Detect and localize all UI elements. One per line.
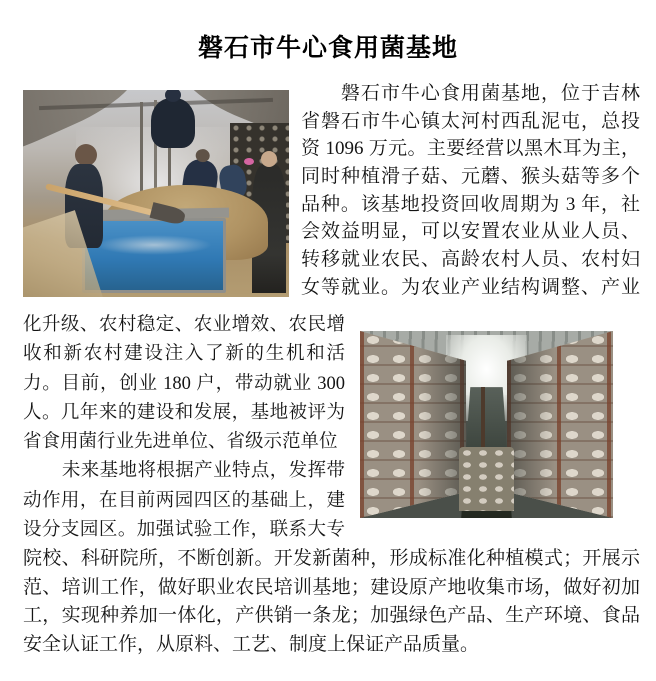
paragraph-left-column — [23, 311, 345, 545]
photo1-worker-head — [75, 144, 97, 166]
photo2-center-bag-pile — [459, 447, 515, 511]
photo1-worker-on-scaffold — [151, 98, 195, 148]
text-line: 磐石市牛心食用菌基地，位于吉林 — [340, 83, 640, 104]
photo-fungus-stick-corridor — [360, 331, 613, 518]
page-title: 磐石市牛心食用菌基地 — [197, 34, 458, 62]
text-line: 同时种植滑子菇、元蘑、猴头菇等多个 — [301, 166, 640, 188]
text-line: 省磐石市牛心镇太河村西乱泥屯，总投 — [301, 110, 640, 132]
text-line: 女等就业。为农业产业结构调整、产业 — [301, 276, 640, 298]
text-line: 设分支园区。加强试验工作，联系大专 — [23, 520, 345, 541]
text-line: 安全认证工作，从原料、工艺、制度上保证产品质量。 — [23, 633, 480, 655]
text-line: 范、培训工作，做好职业农民培训基地；建设原产地收集市场，做好初加 — [23, 576, 640, 598]
paragraph1-right-column — [301, 80, 640, 302]
text-line: 力。目前，创业 180 户，带动就业 300 — [23, 373, 345, 394]
photo-substrate-workshop — [23, 90, 289, 297]
text-line: 院校、科研院所，不断创新。开发新菌种，形成标准化种植模式；开展示 — [23, 548, 640, 569]
photo2-left-bag-stack — [360, 331, 466, 518]
text-line: 未来基地将根据产业特点，发挥带 — [61, 461, 345, 482]
text-line: 资 1096 万元。主要经营以黑木耳为主， — [301, 138, 640, 160]
text-line: 转移就业农民、高龄农村人员、农村妇 — [301, 249, 640, 271]
text-line: 工，实现种养加一体化，产供销一条龙；加强绿色产品、生产环境、食品 — [23, 605, 640, 627]
text-line: 人。几年来的建设和发展，基地被评为 — [23, 402, 345, 423]
text-line: 品种。该基地投资回收周期为 3 年，社 — [301, 193, 640, 215]
text-line: 省食用菌行业先进单位、省级示范单位 — [23, 432, 338, 453]
text-line: 会效益明显，可以安置农业从业人员、 — [301, 221, 640, 243]
photo2-right-bag-stack — [507, 331, 613, 518]
text-line: 收和新农村建设注入了新的生机和活 — [23, 344, 345, 365]
paragraph2-full-width — [23, 545, 640, 659]
text-line: 动作用，在目前两园四区的基础上，建 — [23, 490, 345, 511]
text-line: 化升级、农村稳定、农业增效、农民增 — [23, 315, 345, 335]
